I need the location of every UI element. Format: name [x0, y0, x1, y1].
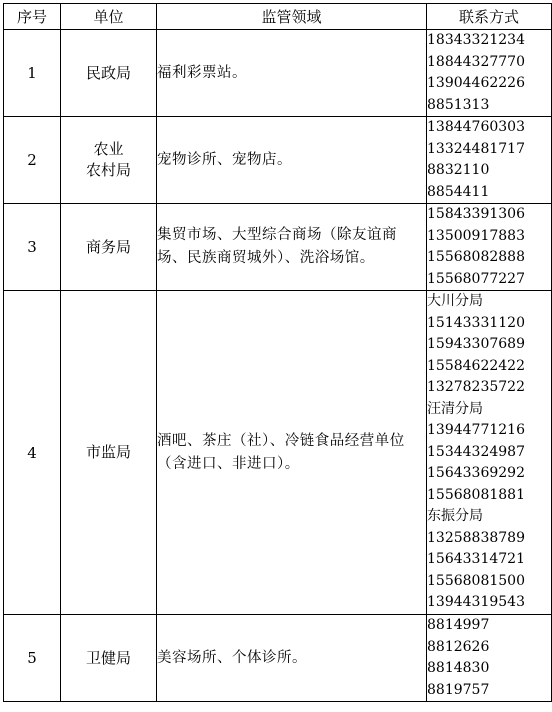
table-row — [4, 291, 552, 615]
row-seq: 5 — [4, 615, 61, 702]
row-contacts — [427, 615, 552, 702]
table-row — [4, 117, 552, 204]
contact-line: 15568082888 — [427, 249, 525, 265]
row-area: 美容场所、个体诊所。 — [157, 615, 427, 702]
contact-line: 15568081500 — [427, 572, 525, 589]
row-contacts — [427, 291, 552, 615]
header-area: 监管领域 — [157, 4, 427, 30]
supervision-table — [3, 3, 552, 702]
contact-line: 18844327770 — [427, 53, 525, 70]
contact-line: 8814997 — [427, 617, 490, 633]
row-seq: 3 — [4, 204, 61, 291]
contact-line: 15568077227 — [427, 270, 525, 287]
contact-line: 8851313 — [427, 96, 490, 113]
header-unit: 单位 — [61, 4, 157, 30]
row-unit — [61, 615, 157, 702]
row-contacts — [427, 117, 552, 204]
row-contacts — [427, 204, 552, 291]
contact-line: 13844760303 — [427, 119, 525, 135]
row-contacts — [427, 30, 552, 117]
contact-line: 13944319543 — [427, 594, 525, 611]
contact-line: 18343321234 — [427, 32, 525, 48]
contact-branch: 汪清分局 — [427, 400, 483, 417]
contact-line: 15568081881 — [427, 486, 525, 503]
contact-line: 15643314721 — [427, 551, 525, 568]
table-row — [4, 204, 552, 291]
row-seq: 2 — [4, 117, 61, 204]
contact-line: 8814830 — [427, 660, 490, 676]
row-area: 酒吧、茶庄（社）、冷链食品经营单位（含进口、非进口）。 — [157, 291, 427, 615]
contact-line: 13324481717 — [427, 140, 525, 157]
header-seq: 序号 — [4, 4, 61, 30]
contact-line: 15843391306 — [427, 206, 525, 222]
table-row — [4, 615, 552, 702]
row-seq: 1 — [4, 30, 61, 117]
row-unit — [61, 204, 157, 291]
header-row — [4, 4, 552, 30]
row-unit-line: 农业 — [93, 140, 124, 158]
header-contact: 联系方式 — [427, 4, 552, 30]
row-area: 集贸市场、大型综合商场（除友谊商场、民族商贸城外）、洗浴场馆。 — [157, 204, 427, 291]
contact-line: 13258838789 — [427, 529, 525, 546]
contact-line: 13278235722 — [427, 379, 525, 396]
contact-line: 15943307689 — [427, 336, 525, 353]
contact-line: 8854411 — [427, 183, 490, 200]
contact-line: 13500917883 — [427, 227, 525, 244]
row-unit-line: 市监局 — [85, 443, 131, 461]
row-unit — [61, 30, 157, 117]
row-area: 宠物诊所、宠物店。 — [157, 117, 427, 204]
contact-branch: 大川分局 — [427, 293, 483, 310]
contact-line: 13944771216 — [427, 422, 525, 439]
contact-line: 8832110 — [427, 162, 490, 178]
row-unit — [61, 117, 157, 204]
contact-line: 15344324987 — [427, 443, 525, 460]
contact-line: 15643369292 — [427, 465, 525, 482]
contact-line: 15143331120 — [427, 314, 525, 331]
table-row — [4, 30, 552, 117]
contact-line: 8812626 — [427, 638, 490, 655]
contact-line: 15584622422 — [427, 357, 525, 374]
contact-branch: 东振分局 — [427, 508, 483, 525]
row-unit-line: 卫健局 — [85, 648, 131, 667]
row-seq: 4 — [4, 291, 61, 615]
row-unit — [61, 291, 157, 615]
row-unit-line: 农村局 — [85, 161, 131, 179]
contact-line: 13904462226 — [427, 75, 525, 91]
row-unit-line: 商务局 — [85, 237, 131, 256]
row-unit-line: 民政局 — [85, 63, 131, 82]
row-area: 福利彩票站。 — [157, 30, 427, 117]
contact-line: 8819757 — [427, 681, 490, 698]
